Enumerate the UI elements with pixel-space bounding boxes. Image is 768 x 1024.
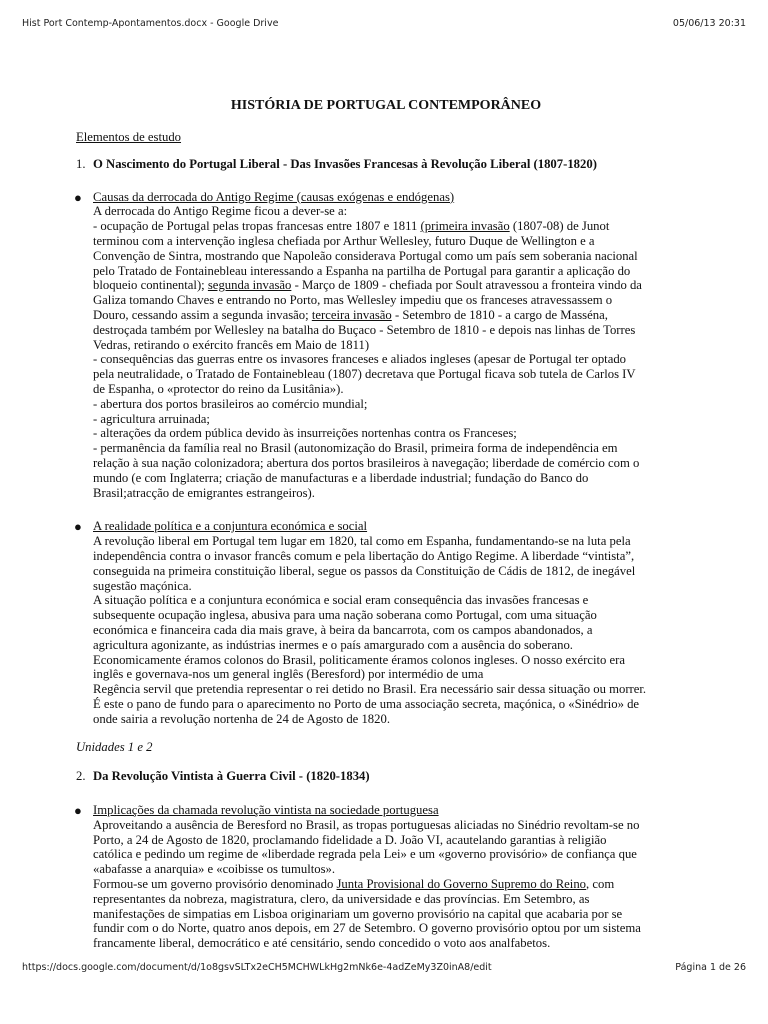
text-line: Aproveitando a ausência de Beresford no Brasil, as tropas portuguesas aliciadas no Sinédrio revoltam-se no xyxy=(93,817,640,832)
text-line: terminou com a intervenção inglesa chefiada por Arthur Wellesley, futuro Duque de Wellington e a xyxy=(93,233,595,248)
text-line: destroçada também por Wellesley na batalha do Buçaco - Setembro de 1810 - e depois nas linhas de Torres xyxy=(93,322,636,337)
text-line: A revolução liberal em Portugal tem lugar em 1820, tal como em Espanha, fundamentando-se na luta pela xyxy=(93,534,631,549)
print-footer xyxy=(0,962,768,978)
text-line: Convenção de Sintra, mostrando que Napoleão considerava Portugal como um país sem soberania nacional xyxy=(93,248,638,263)
text-line: Porto, a 24 de Agosto de 1820, proclamando fidelidade a D. João VI, acautelando garantias à religião xyxy=(93,832,607,847)
text-line: inglês e governava-nos um general inglês (Beresford) por intermédio de uma xyxy=(93,667,484,682)
text-line: manifestações de simpatias em Lisboa originariam um governo provisório na capital que acabaria por se xyxy=(93,906,623,921)
bullet-icon: ● xyxy=(74,519,82,535)
text-line: católica e pedindo um regime de «liberdade regrada pela Lei» e um «governo provisório» de confiança que xyxy=(93,847,637,862)
bullet-icon: ● xyxy=(74,803,82,819)
link-junta-provisional: Junta Provisional do Governo Supremo do Reino xyxy=(336,877,587,892)
link-primeira-invasao: (primeira invasão xyxy=(420,219,510,234)
text-line: representantes da nobreza, magistratura, clero, da universidade e das províncias. Em Setembro, as xyxy=(93,891,590,906)
text-line: Economicamente éramos colonos do Brasil, politicamente éramos colonos ingleses. O nosso exército era xyxy=(93,652,626,667)
section-1-heading xyxy=(76,157,696,172)
text-line: É este o pano de fundo para o aparecimento no Porto de uma associação secreta, maçónica, o «Sinédrio» de xyxy=(93,696,640,711)
text-line: sugestão maçónica. xyxy=(93,578,192,593)
text-line: mundo (e com Inglaterra; criação de manufacturas e a liberdade industrial; fundação do Banco do xyxy=(93,470,589,485)
text-line: Brasil;atracção de emigrantes estrangeiros). xyxy=(93,485,315,500)
text-line: - ocupação de Portugal pelas tropas francesas entre 1807 e 1811 (primeira invasão (1807-08) de Junot xyxy=(93,219,610,234)
text-line: Douro, cessando assim a segunda invasão; terceira invasão - Setembro de 1810 - a cargo de Masséna, xyxy=(93,307,608,322)
document-page xyxy=(76,98,696,951)
text-line: A situação política e a conjuntura económica e social eram consequência das invasões francesas e xyxy=(93,593,589,608)
bullet-heading: Implicações da chamada revolução vintista na sociedade portuguesa xyxy=(93,803,439,818)
text-line: de Espanha, o «protector do reino da Lusitânia»). xyxy=(93,381,344,396)
page-indicator: Página 1 de 26 xyxy=(675,962,746,973)
document-url: https://docs.google.com/document/d/1o8gsvSLTx2eCH5MCHWLkHg2mNk6e-4adZeMy3Z0inA8/edit xyxy=(22,962,492,973)
section-2-title: Da Revolução Vintista à Guerra Civil - (1820-1834) xyxy=(93,769,370,784)
print-datetime: 05/06/13 20:31 xyxy=(672,18,746,29)
bullet-causas xyxy=(76,190,696,501)
text-line: francamente liberal, democrático e até censitário, sendo concedido o voto aos analfabetos. xyxy=(93,936,551,951)
section-1-number: 1. xyxy=(76,156,86,171)
text-line: «abafasse a anarquia» e «coibisse os tumultos». xyxy=(93,862,336,877)
text-line: pela neutralidade, o Tratado de Fontainebleau (1807) decretava que Portugal ficava sob tutela de Carlos IV xyxy=(93,367,636,382)
elementos-heading: Elementos de estudo xyxy=(76,130,182,144)
text-line: A derrocada do Antigo Regime ficou a dever-se a: xyxy=(93,204,348,219)
print-header xyxy=(0,18,768,34)
bullet-implicacoes xyxy=(76,803,696,951)
link-segunda-invasao: segunda invasão xyxy=(207,278,292,293)
text-line: pelo Tratado de Fontainebleau interessando a Espanha na partilha de Portugal para garantir a aplicação do xyxy=(93,263,631,278)
unidades-label: Unidades 1 e 2 xyxy=(76,740,153,755)
text-line: bloqueio continental); segunda invasão - Março de 1809 - chefiada por Soult atravessou a fronteira vindo da xyxy=(93,278,642,293)
text-line: independência contra o invasor francês comum e pela libertação do Antigo Regime. A liberdade “vintista”, xyxy=(93,548,635,563)
text-line: económica e financeira cada dia mais grave, à beira da bancarrota, com os campos abandonados, a xyxy=(93,622,593,637)
text-line: Galiza tomando Chaves e entrando no Porto, mas Wellesley impediu que os franceses atravessassem o xyxy=(93,293,613,308)
text-line: fundir com o do Norte, quatro anos depois, em 27 de Setembro. O governo provisório optou por um sistema xyxy=(93,921,641,936)
bullet-icon: ● xyxy=(74,189,82,205)
text-line: Vedras, retirando o exército francês em Maio de 1811) xyxy=(93,337,370,352)
text-line: - alterações da ordem pública devido às insurreições nortenhas contra os Franceses; xyxy=(93,426,517,441)
tab-title: Hist Port Contemp-Apontamentos.docx - Google Drive xyxy=(22,18,279,29)
section-2-heading xyxy=(76,769,696,784)
text-line: onde sairia a revolução nortenha de 24 de Agosto de 1820. xyxy=(93,711,391,726)
text-line: subsequente ocupação inglesa, abusiva para uma nação soberana como Portugal, com uma situação xyxy=(93,608,597,623)
text-line: Regência servil que pretendia representar o rei detido no Brasil. Era necessário sair dessa situação ou morrer. xyxy=(93,682,647,697)
text-line: Formou-se um governo provisório denominado Junta Provisional do Governo Supremo do Reino, com xyxy=(93,877,615,892)
text-line: relação à sua nação colonizadora; abertura dos portos brasileiros à navegação; liberdade de comércio com o xyxy=(93,455,640,470)
text-line: - agricultura arruinada; xyxy=(93,411,210,426)
bullet-heading: Causas da derrocada do Antigo Regime (causas exógenas e endógenas) xyxy=(93,189,455,204)
text-line: - permanência da família real no Brasil (autonomização do Brasil, primeira forma de independência em xyxy=(93,441,618,456)
section-2-number: 2. xyxy=(76,769,86,784)
text-line: agricultura agonizante, as indústrias inermes e o país amargurado com a ausência do soberano. xyxy=(93,637,573,652)
text-line: conseguida na primeira constituição liberal, segue os passos da Constituição de Cádis de 1812, de inegável xyxy=(93,563,636,578)
link-terceira-invasao: terceira invasão xyxy=(311,307,392,322)
document-title: HISTÓRIA DE PORTUGAL CONTEMPORÂNEO xyxy=(230,98,542,113)
text-line: - consequências das guerras entre os invasores franceses e aliados ingleses (apesar de Portugal ter optado xyxy=(93,352,627,367)
text-line: - abertura dos portos brasileiros ao comércio mundial; xyxy=(93,396,368,411)
bullet-realidade xyxy=(76,519,696,726)
section-1-title: O Nascimento do Portugal Liberal - Das Invasões Francesas à Revolução Liberal (1807-1820) xyxy=(93,156,597,171)
bullet-heading: A realidade política e a conjuntura económica e social xyxy=(93,519,368,534)
